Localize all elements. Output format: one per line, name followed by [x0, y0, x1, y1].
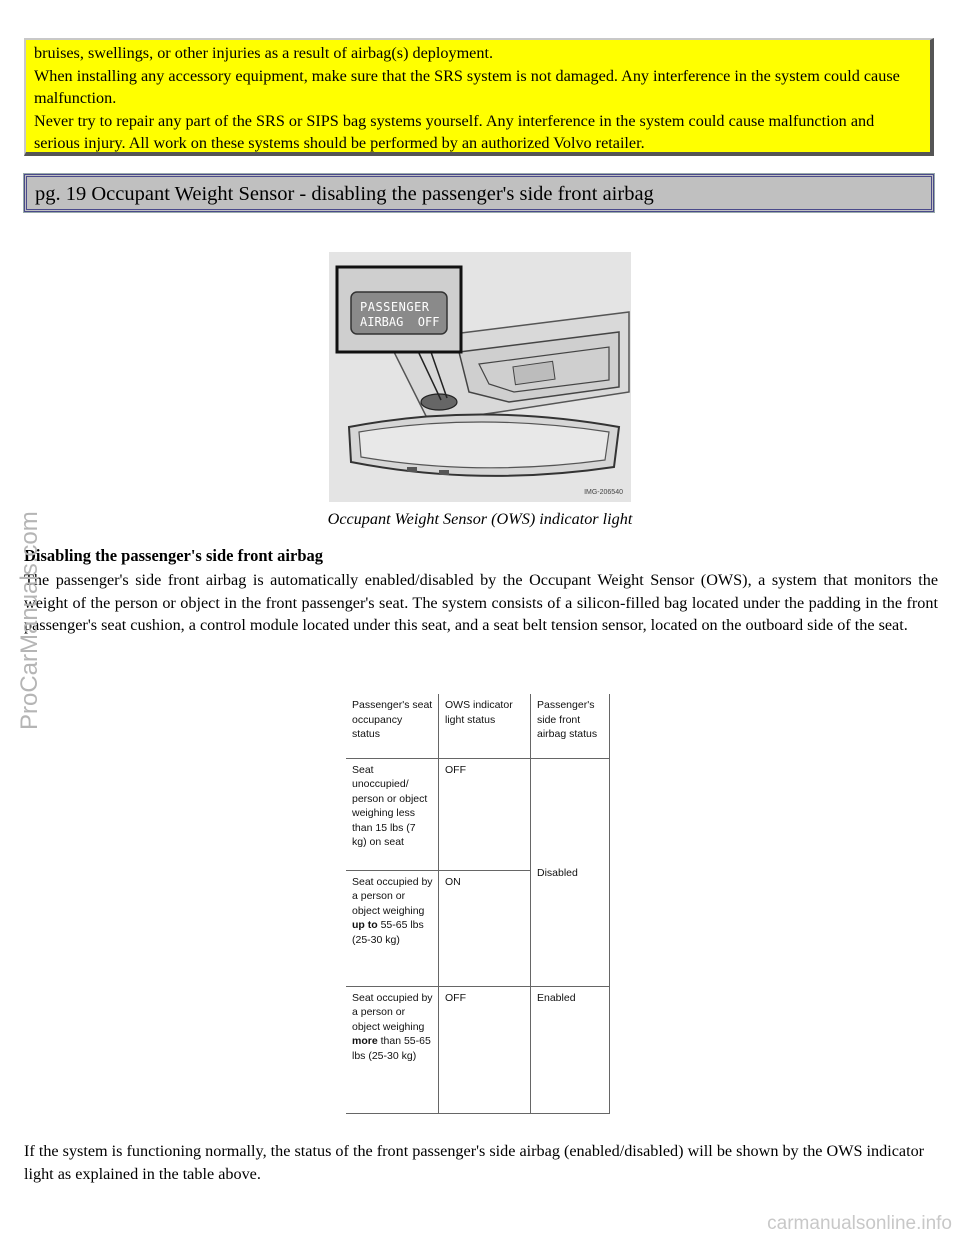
row2-light: ON	[439, 870, 531, 986]
header-indicator: OWS indicator light status	[439, 694, 531, 758]
header-occupancy: Passenger's seat occupancy status	[346, 694, 439, 758]
overhead-console-illustration	[329, 252, 631, 502]
row3-occupancy-bold: more	[352, 1035, 378, 1047]
warning-line-2: When installing any accessory equipment, make sure that the SRS system is not damaged. Any interference in the system could cause malfunction.	[34, 66, 900, 107]
figure-caption: Occupant Weight Sensor (OWS) indicator light	[327, 510, 633, 528]
ows-indicator-figure	[329, 252, 631, 502]
warning-line-3: Never try to repair any part of the SRS or SIPS bag systems yourself. Any interference in the system could cause malfunction and serious injury. All work on these systems should be performed by an authorized Volvo retailer.	[34, 111, 875, 152]
row3-airbag: Enabled	[531, 986, 610, 1114]
row1-light: OFF	[439, 758, 531, 870]
footer-watermark: carmanualsonline.info	[767, 1213, 952, 1234]
row1-2-airbag: Disabled	[531, 758, 610, 986]
warning-line-1: bruises, swellings, or other injuries as a result of airbag(s) deployment.	[34, 44, 493, 62]
row2-occupancy	[346, 870, 439, 986]
callout-label-airbag-off: AIRBAG OFF	[360, 315, 440, 329]
row3-occupancy-post: than 55-65 lbs (25-30 kg)	[352, 1035, 431, 1062]
ows-status-table	[346, 694, 610, 1114]
callout-label-passenger: PASSENGER	[360, 300, 430, 314]
image-code: IMG-206540	[584, 489, 623, 496]
row2-occupancy-bold: up to	[352, 919, 378, 931]
row3-occupancy	[346, 986, 439, 1114]
closing-paragraph: If the system is functioning normally, the status of the front passenger's side airbag (enabled/disabled) will be shown by the OWS indicator light as explained in the table above.	[24, 1142, 925, 1183]
row2-occupancy-post: 55-65 lbs (25-30 kg)	[352, 919, 424, 946]
section-heading: Disabling the passenger's side front airbag	[24, 546, 324, 565]
row3-occupancy-pre: Seat occupied by a person or object weighing	[352, 991, 433, 1033]
section-title: pg. 19 Occupant Weight Sensor - disabling the passenger's side front airbag	[24, 174, 934, 212]
row2-occupancy-pre: Seat occupied by a person or object weighing	[352, 875, 433, 917]
row3-light: OFF	[439, 986, 531, 1114]
warning-box	[24, 38, 934, 156]
row1-occupancy: Seat unoccupied/ person or object weighing less than 15 lbs (7 kg) on seat	[346, 758, 439, 870]
side-watermark: ProCarManuals.com	[16, 511, 43, 730]
body-paragraph: The passenger's side front airbag is automatically enabled/disabled by the Occupant Weight Sensor (OWS), a system that monitors the weight of the person or object in the front passenger's seat. The system consists of a silicon-filled bag located under the padding in the front passenger's seat cushion, a control module located under this seat, and a seat belt tension sensor, located on the outboard side of the seat.	[24, 571, 938, 634]
header-airbag: Passenger's side front airbag status	[531, 694, 610, 758]
